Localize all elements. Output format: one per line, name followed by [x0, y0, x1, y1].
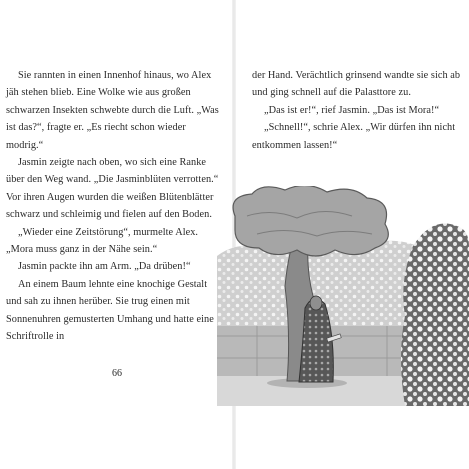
paragraph: „Das ist er!“, rief Jasmin. „Das ist Mora!“ [264, 104, 440, 116]
paragraph: „Wieder eine Zeitstörung“, murmelte Alex. „Mora muss ganz in der Nähe sein.“ [6, 226, 199, 256]
paragraph: „Schnell!“, schrie Alex. „Wir dürfen ihn nicht entkommen lassen!“ [252, 122, 456, 151]
right-page-text [252, 67, 466, 154]
paragraph: Sie rannten in einen Innenhof hinaus, wo Alex jäh stehen blieb. Eine Wolke wie aus großen schwarzen Insekten schwebte durch die Luft. „Was ist das?“, fragte er. „Es riecht schon wieder modrig.“ [6, 70, 219, 151]
paragraph: An einem Baum lehnte eine knochige Gestalt und sah zu ihnen herüber. Sie trug einen mit Sonnenuhren gemusterten Umhang und hatte eine Schriftrolle in [6, 278, 214, 343]
paragraph: der Hand. Verächtlich grinsend wandte sie sich ab und ging schnell auf die Palasttore zu. [252, 70, 461, 99]
tree-canopy-shape [233, 186, 388, 256]
flower-bush-shape [401, 224, 469, 407]
left-page-text [6, 67, 224, 346]
paragraph: Jasmin zeigte nach oben, wo sich eine Ranke über den Weg wand. „Die Jasminblüten verrotten.“ Vor ihren Augen wurden die weißen Blütenblätter schwarz und schleimig und fielen auf den Boden. [6, 157, 219, 221]
page-number: 66 [112, 368, 122, 379]
paragraph: Jasmin packte ihn am Arm. „Da drüben!“ [18, 261, 191, 273]
left-page [0, 0, 234, 469]
tree-with-cloaked-figure-illustration [217, 186, 469, 406]
